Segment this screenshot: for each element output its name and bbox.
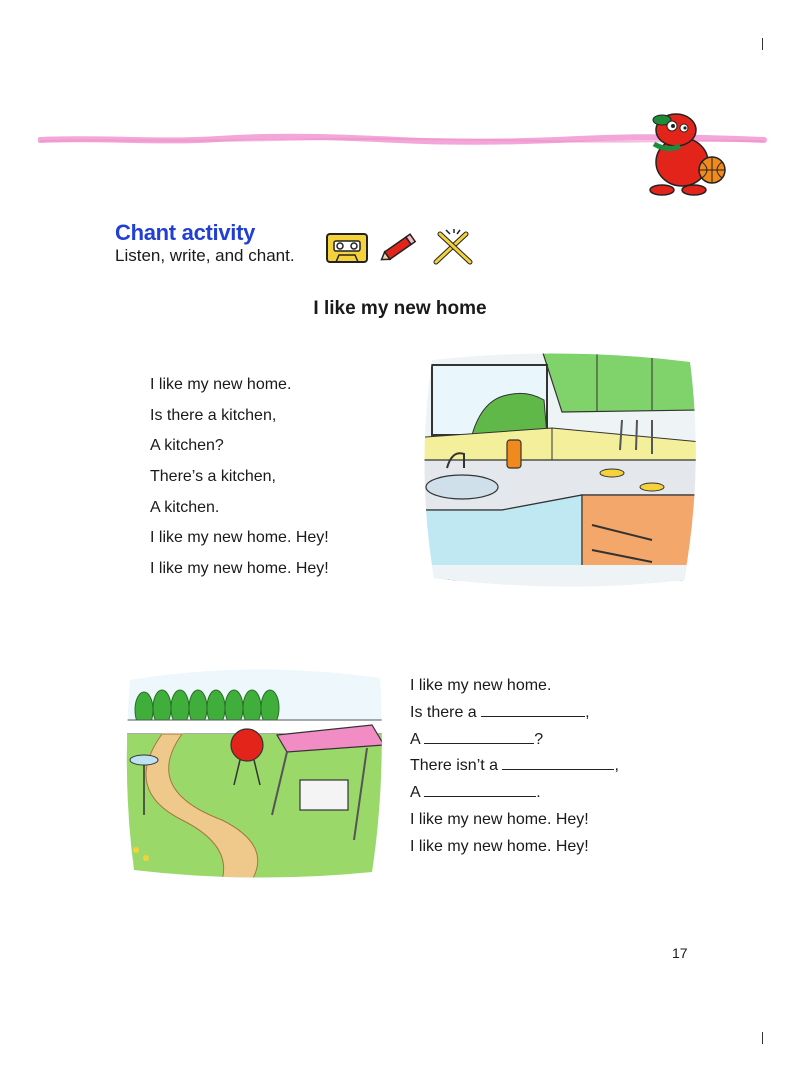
line-prefix: There isn’t a <box>410 757 503 775</box>
verse-line: There’s a kitchen, <box>150 468 276 486</box>
cassette-tape-icon <box>325 232 369 264</box>
line-suffix: , <box>585 703 590 721</box>
page-number: 17 <box>672 945 688 961</box>
activity-heading <box>115 220 295 266</box>
verse-line-with-blank <box>410 727 619 754</box>
verse-line: A kitchen? <box>150 437 224 455</box>
line-suffix: , <box>614 757 619 775</box>
dinosaur-mascot-icon <box>632 100 732 200</box>
line-prefix: Is there a <box>410 703 482 721</box>
verse-one <box>150 370 329 585</box>
verse-line: I like my new home. <box>150 376 292 393</box>
line-prefix: A <box>410 784 425 802</box>
verse-line: I like my new home. Hey! <box>150 560 329 578</box>
drumsticks-icon <box>430 228 476 266</box>
verse-line-with-blank <box>410 753 619 780</box>
crop-mark-top <box>762 38 763 50</box>
answer-blank[interactable] <box>424 782 536 797</box>
verse-line: A kitchen. <box>150 498 220 516</box>
verse-line: I like my new home. Hey! <box>410 837 589 855</box>
line-prefix: A <box>410 730 425 748</box>
garden-illustration <box>122 640 384 880</box>
verse-line: I like my new home. <box>410 677 552 694</box>
activity-instruction: Listen, write, and chant. <box>115 246 295 265</box>
verse-line-with-blank <box>410 700 619 727</box>
answer-blank[interactable] <box>481 702 585 717</box>
verse-line: I like my new home. Hey! <box>150 529 329 547</box>
line-suffix: ? <box>534 730 544 748</box>
answer-blank[interactable] <box>424 729 534 744</box>
activity-title: Chant activity <box>115 220 256 245</box>
verse-line-with-blank <box>410 780 619 807</box>
chant-title: I like my new home <box>313 298 487 319</box>
answer-blank[interactable] <box>502 755 614 770</box>
line-suffix: . <box>536 784 541 802</box>
verse-two <box>410 673 619 861</box>
verse-line: I like my new home. Hey! <box>410 810 589 828</box>
kitchen-illustration <box>412 350 702 590</box>
crop-mark-bottom <box>762 1032 763 1044</box>
pencil-icon <box>377 230 421 266</box>
verse-line: Is there a kitchen, <box>150 406 277 424</box>
